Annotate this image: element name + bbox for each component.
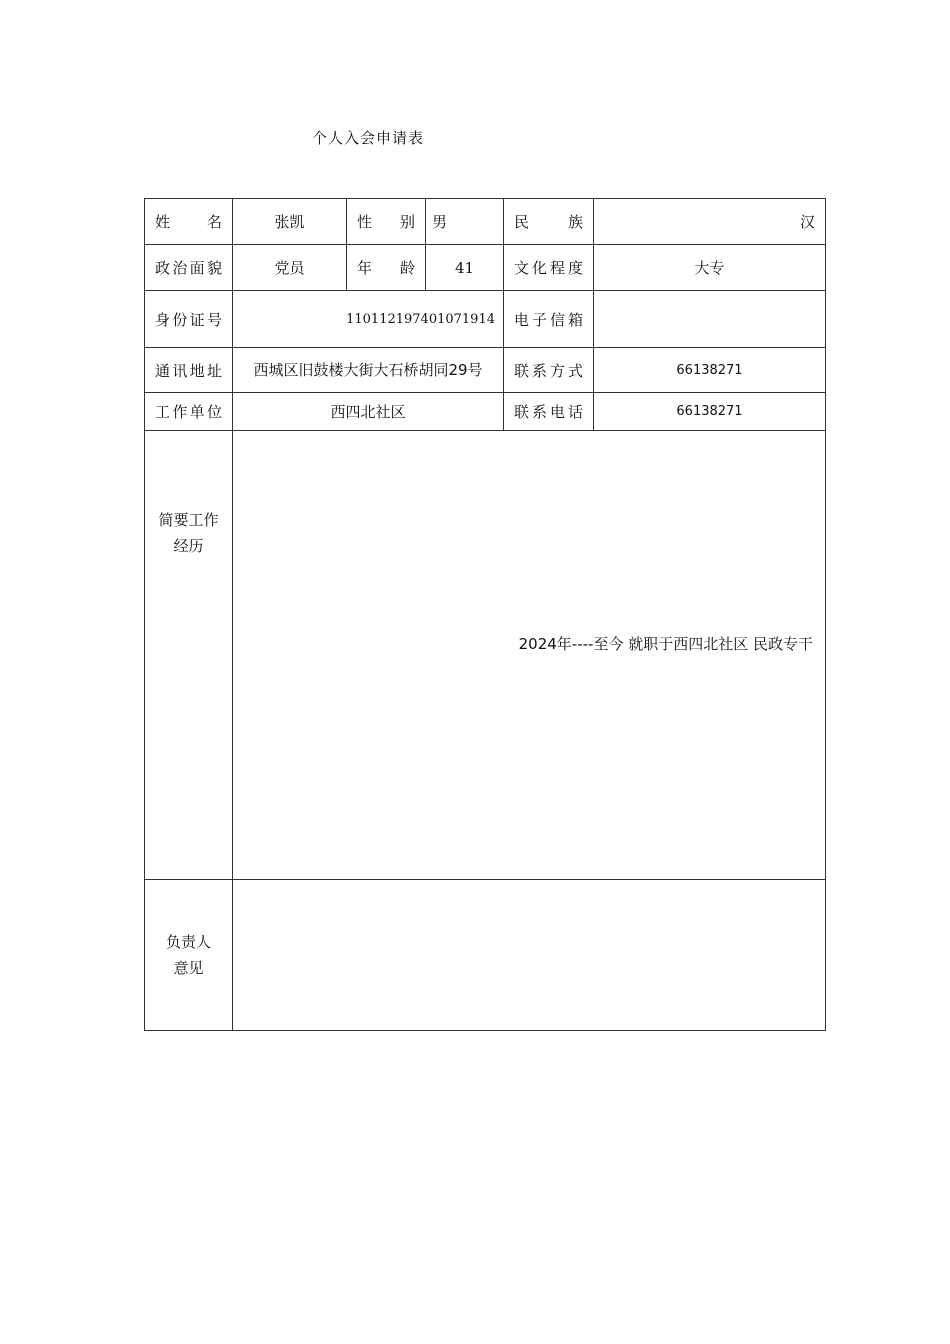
opinion-label-text: 负责人意见	[165, 933, 211, 977]
address-value: 西城区旧鼓楼大街大石桥胡同29号	[233, 348, 504, 393]
employer-value: 西四北社区	[233, 393, 504, 431]
form-row-opinion	[145, 880, 826, 1031]
employer-label: 工作单位	[145, 393, 233, 431]
address-label: 通讯地址	[145, 348, 233, 393]
experience-value: 2024年----至今 就职于西四北社区 民政专干	[518, 635, 813, 653]
opinion-label	[145, 880, 233, 1031]
education-label: 文化程度	[504, 245, 594, 291]
application-form-table	[144, 198, 826, 1031]
phone-label: 联系电话	[504, 393, 594, 431]
id-label: 身份证号	[145, 291, 233, 348]
gender-label: 性别	[347, 199, 426, 245]
contact-label: 联系方式	[504, 348, 594, 393]
experience-label	[145, 431, 233, 880]
email-label: 电子信箱	[504, 291, 594, 348]
ethnicity-value: 汉	[594, 199, 826, 245]
experience-label-text: 简要工作经历	[158, 511, 219, 555]
name-label: 姓名	[145, 199, 233, 245]
age-value: 41	[426, 245, 504, 291]
opinion-value	[233, 880, 826, 1031]
name-value: 张凯	[233, 199, 347, 245]
id-number-value: 110112197401071914	[233, 291, 504, 348]
education-value: 大专	[594, 245, 826, 291]
form-row-address	[145, 348, 826, 393]
page-title: 个人入会申请表	[312, 129, 425, 147]
form-row-employer	[145, 393, 826, 431]
age-label: 年龄	[347, 245, 426, 291]
form-row-political	[145, 245, 826, 291]
ethnicity-label: 民族	[504, 199, 594, 245]
political-label: 政治面貌	[145, 245, 233, 291]
phone-value: 66138271	[594, 393, 826, 431]
form-row-id	[145, 291, 826, 348]
form-row-basic	[145, 199, 826, 245]
gender-value: 男	[426, 199, 504, 245]
experience-cell	[233, 431, 826, 880]
email-value	[594, 291, 826, 348]
form-row-experience	[145, 431, 826, 880]
political-value: 党员	[233, 245, 347, 291]
contact-value: 66138271	[594, 348, 826, 393]
